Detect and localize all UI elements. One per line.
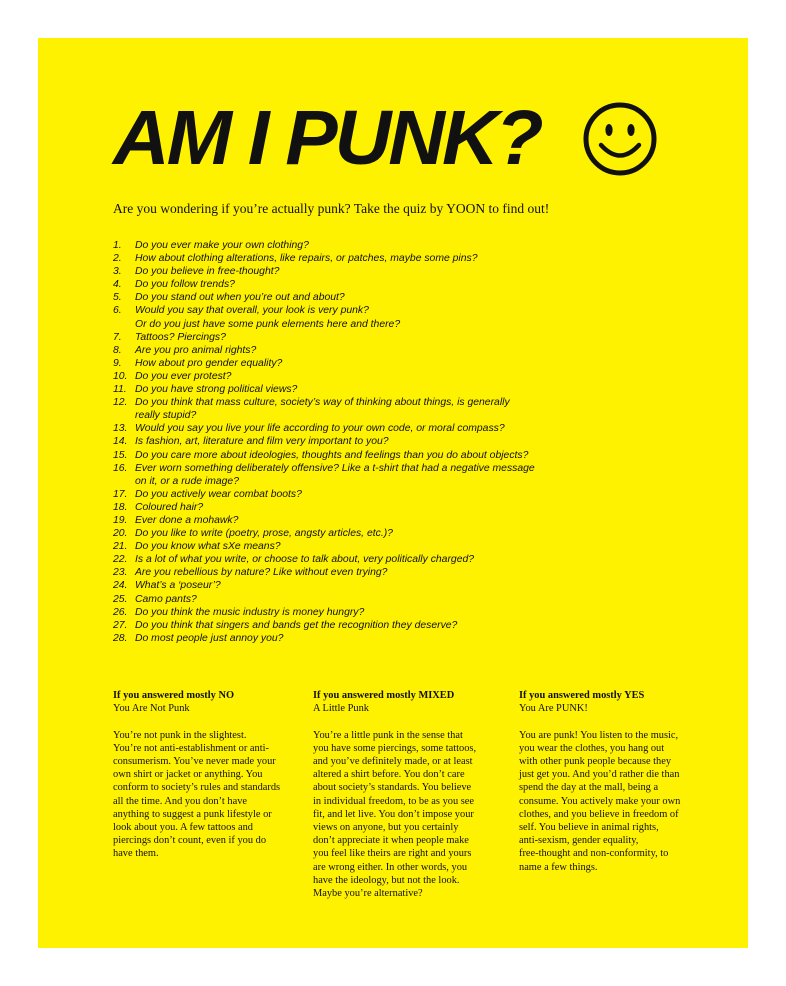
- result-body-line: have the ideology, but not the look.: [313, 874, 460, 886]
- result-body-line: free-thought and non-conformity, to: [519, 848, 669, 860]
- result-body-line: you have some piercings, some tattoos,: [313, 742, 477, 754]
- question-item: [113, 304, 733, 330]
- result-body-line: clothes, and you believe in freedom of: [519, 808, 679, 820]
- question-number: 23.: [113, 567, 128, 579]
- result-body-line: You’re a little punk in the sense that: [313, 729, 463, 741]
- question-number: 6.: [113, 305, 122, 317]
- question-number: 9.: [113, 357, 122, 369]
- result-column: [519, 689, 701, 874]
- question-text: on it, or a rude image?: [135, 475, 239, 487]
- quiz-page: [38, 38, 748, 948]
- question-text: Ever worn something deliberately offensive? Like a t-shirt that had a negative message: [135, 462, 535, 474]
- result-body-line: look about you. A few tattoos and: [113, 822, 253, 834]
- question-number: 20.: [113, 528, 128, 540]
- question-item: [113, 527, 733, 540]
- result-body-line: conform to society’s rules and standards: [113, 782, 281, 794]
- question-text: How about pro gender equality?: [135, 357, 283, 369]
- result-body-line: spend the day at the mall, being a: [519, 782, 659, 794]
- question-number: 14.: [113, 436, 128, 448]
- result-body-line: You are punk! You listen to the music,: [519, 729, 679, 741]
- result-body-line: in individual freedom, to be as you see: [313, 795, 475, 807]
- question-text: Do you actively wear combat boots?: [135, 488, 302, 500]
- question-item: [113, 422, 733, 435]
- question-number: 26.: [113, 606, 128, 618]
- question-text: really stupid?: [135, 410, 197, 422]
- result-body-line: are wrong either. In other words, you: [313, 861, 468, 873]
- question-text: Is a lot of what you write, or choose to talk about, very politically charged?: [135, 554, 475, 566]
- question-item: [113, 632, 733, 645]
- question-item: [113, 291, 733, 304]
- result-body-line: views on anyone, but you certainly: [313, 822, 459, 834]
- smiley-face-icon: [581, 100, 659, 178]
- question-text: Do you ever make your own clothing?: [135, 240, 309, 251]
- question-text: Do you like to write (poetry, prose, angsty articles, etc.)?: [135, 528, 393, 540]
- result-heading: If you answered mostly YES: [519, 690, 645, 701]
- question-text: Do you care more about ideologies, thoughts and feelings than you do about objects?: [135, 449, 529, 461]
- result-body-line: you wear the clothes, you hang out: [519, 742, 665, 754]
- result-body-line: self. You believe in animal rights,: [519, 822, 659, 834]
- question-text: Would you say that overall, your look is very punk?: [135, 305, 369, 317]
- question-item: [113, 370, 733, 383]
- question-text: Ever done a mohawk?: [135, 514, 239, 526]
- question-number: 1.: [113, 240, 122, 251]
- question-text: Do you think the music industry is money hungry?: [135, 606, 365, 618]
- question-number: 21.: [113, 541, 128, 553]
- question-number: 28.: [113, 632, 128, 644]
- question-number: 15.: [113, 449, 128, 461]
- question-number: 12.: [113, 397, 128, 409]
- result-body-line: about society’s standards. You believe: [313, 782, 472, 794]
- result-verdict: You Are Not Punk: [113, 703, 190, 715]
- question-number: 3.: [113, 266, 122, 278]
- question-item: [113, 606, 733, 619]
- result-heading: If you answered mostly NO: [113, 690, 235, 701]
- question-text: Do you think that singers and bands get the recognition they deserve?: [135, 619, 458, 631]
- question-number: 27.: [113, 619, 128, 631]
- question-item: [113, 619, 733, 632]
- question-item: [113, 579, 733, 592]
- question-item: [113, 357, 733, 370]
- question-number: 19.: [113, 514, 128, 526]
- question-text: Do you stand out when you’re out and about?: [135, 292, 345, 304]
- question-item: [113, 593, 733, 606]
- question-text: Do you know what sXe means?: [135, 541, 281, 553]
- result-body-line: anti-sexism, gender equality,: [519, 835, 639, 847]
- question-text: Do you think that mass culture, society’s way of thinking about things, is generally: [135, 397, 510, 409]
- question-number: 8.: [113, 344, 122, 356]
- question-item: [113, 501, 733, 514]
- question-number: 18.: [113, 501, 128, 513]
- question-item: [113, 383, 733, 396]
- question-text: Coloured hair?: [135, 501, 204, 513]
- question-text: Are you rebellious by nature? Like without even trying?: [135, 567, 388, 579]
- result-body-line: just get you. And you’d rather die than: [519, 769, 680, 781]
- question-number: 10.: [113, 370, 128, 382]
- question-item: [113, 252, 733, 265]
- question-number: 2.: [113, 253, 122, 265]
- result-body-line: piercings don’t count, even if you do: [113, 835, 267, 847]
- result-body-line: with other punk people because they: [519, 756, 672, 767]
- result-body-line: You’re not punk in the slightest.: [113, 729, 247, 741]
- result-body-line: You’re not anti-establishment or anti-: [113, 742, 269, 754]
- question-item: [113, 566, 733, 579]
- result-body-line: Maybe you’re alternative?: [313, 888, 423, 900]
- question-text: Do you have strong political views?: [135, 384, 298, 396]
- question-number: 25.: [113, 593, 128, 605]
- question-item: [113, 514, 733, 527]
- result-body-line: all the time. And you don’t have: [113, 795, 247, 807]
- question-item: [113, 488, 733, 501]
- question-number: 13.: [113, 423, 128, 435]
- result-body-line: and you’ve definitely made, or at least: [313, 756, 473, 767]
- question-number: 17.: [113, 488, 128, 500]
- intro-text: Are you wondering if you’re actually punk? Take the quiz by YOON to find out!: [113, 201, 550, 216]
- question-item: [113, 331, 733, 344]
- question-number: 22.: [113, 554, 128, 566]
- results-section: [113, 689, 713, 909]
- question-item: [113, 344, 733, 357]
- question-text: Camo pants?: [135, 593, 197, 605]
- question-item: [113, 396, 733, 422]
- result-heading: If you answered mostly MIXED: [313, 690, 455, 701]
- result-body-line: altered a shirt before. You don’t care: [313, 769, 465, 781]
- question-item: [113, 540, 733, 553]
- result-body-line: you feel like theirs are right and yours: [313, 848, 472, 860]
- question-item: [113, 462, 733, 488]
- question-text: Or do you just have some punk elements here and there?: [135, 318, 401, 330]
- question-text: Would you say you live your life according to your own code, or moral compass?: [135, 423, 505, 435]
- result-column: [313, 689, 495, 900]
- question-text: Do you ever protest?: [135, 370, 232, 382]
- question-list: [113, 239, 733, 645]
- result-column: [113, 689, 295, 861]
- question-number: 4.: [113, 279, 122, 291]
- question-number: 24.: [113, 580, 128, 592]
- question-number: 11.: [113, 384, 127, 396]
- question-number: 5.: [113, 292, 122, 304]
- result-body-line: don’t appreciate it when people make: [313, 835, 469, 847]
- question-text: Are you pro animal rights?: [135, 344, 257, 356]
- question-item: [113, 265, 733, 278]
- question-number: 7.: [113, 331, 122, 343]
- result-body-line: have them.: [113, 848, 159, 860]
- question-text: Do you follow trends?: [135, 279, 235, 291]
- question-item: [113, 435, 733, 448]
- title-row: [113, 95, 713, 188]
- result-body-line: consume. You actively make your own: [519, 795, 681, 807]
- page-title: AM I PUNK?: [113, 95, 541, 181]
- question-number: 16.: [113, 462, 128, 474]
- question-text: What’s a ‘poseur’?: [135, 580, 221, 592]
- result-verdict: A Little Punk: [313, 703, 369, 715]
- question-text: Is fashion, art, literature and film very important to you?: [135, 436, 389, 448]
- question-text: Do most people just annoy you?: [135, 632, 284, 644]
- question-item: [113, 449, 733, 462]
- question-item: [113, 278, 733, 291]
- result-body-line: fit, and let live. You don’t impose your: [313, 808, 474, 820]
- question-item: [113, 239, 733, 252]
- result-body-line: own shirt or jacket or anything. You: [113, 769, 263, 781]
- result-body-line: name a few things.: [519, 861, 598, 873]
- question-text: How about clothing alterations, like repairs, or patches, maybe some pins?: [135, 253, 478, 265]
- result-body-line: anything to suggest a punk lifestyle or: [113, 808, 272, 820]
- question-text: Do you believe in free-thought?: [135, 266, 280, 278]
- question-text: Tattoos? Piercings?: [135, 331, 226, 343]
- result-body-line: consumerism. You’ve never made your: [113, 756, 276, 767]
- result-verdict: You Are PUNK!: [519, 703, 588, 715]
- question-item: [113, 553, 733, 566]
